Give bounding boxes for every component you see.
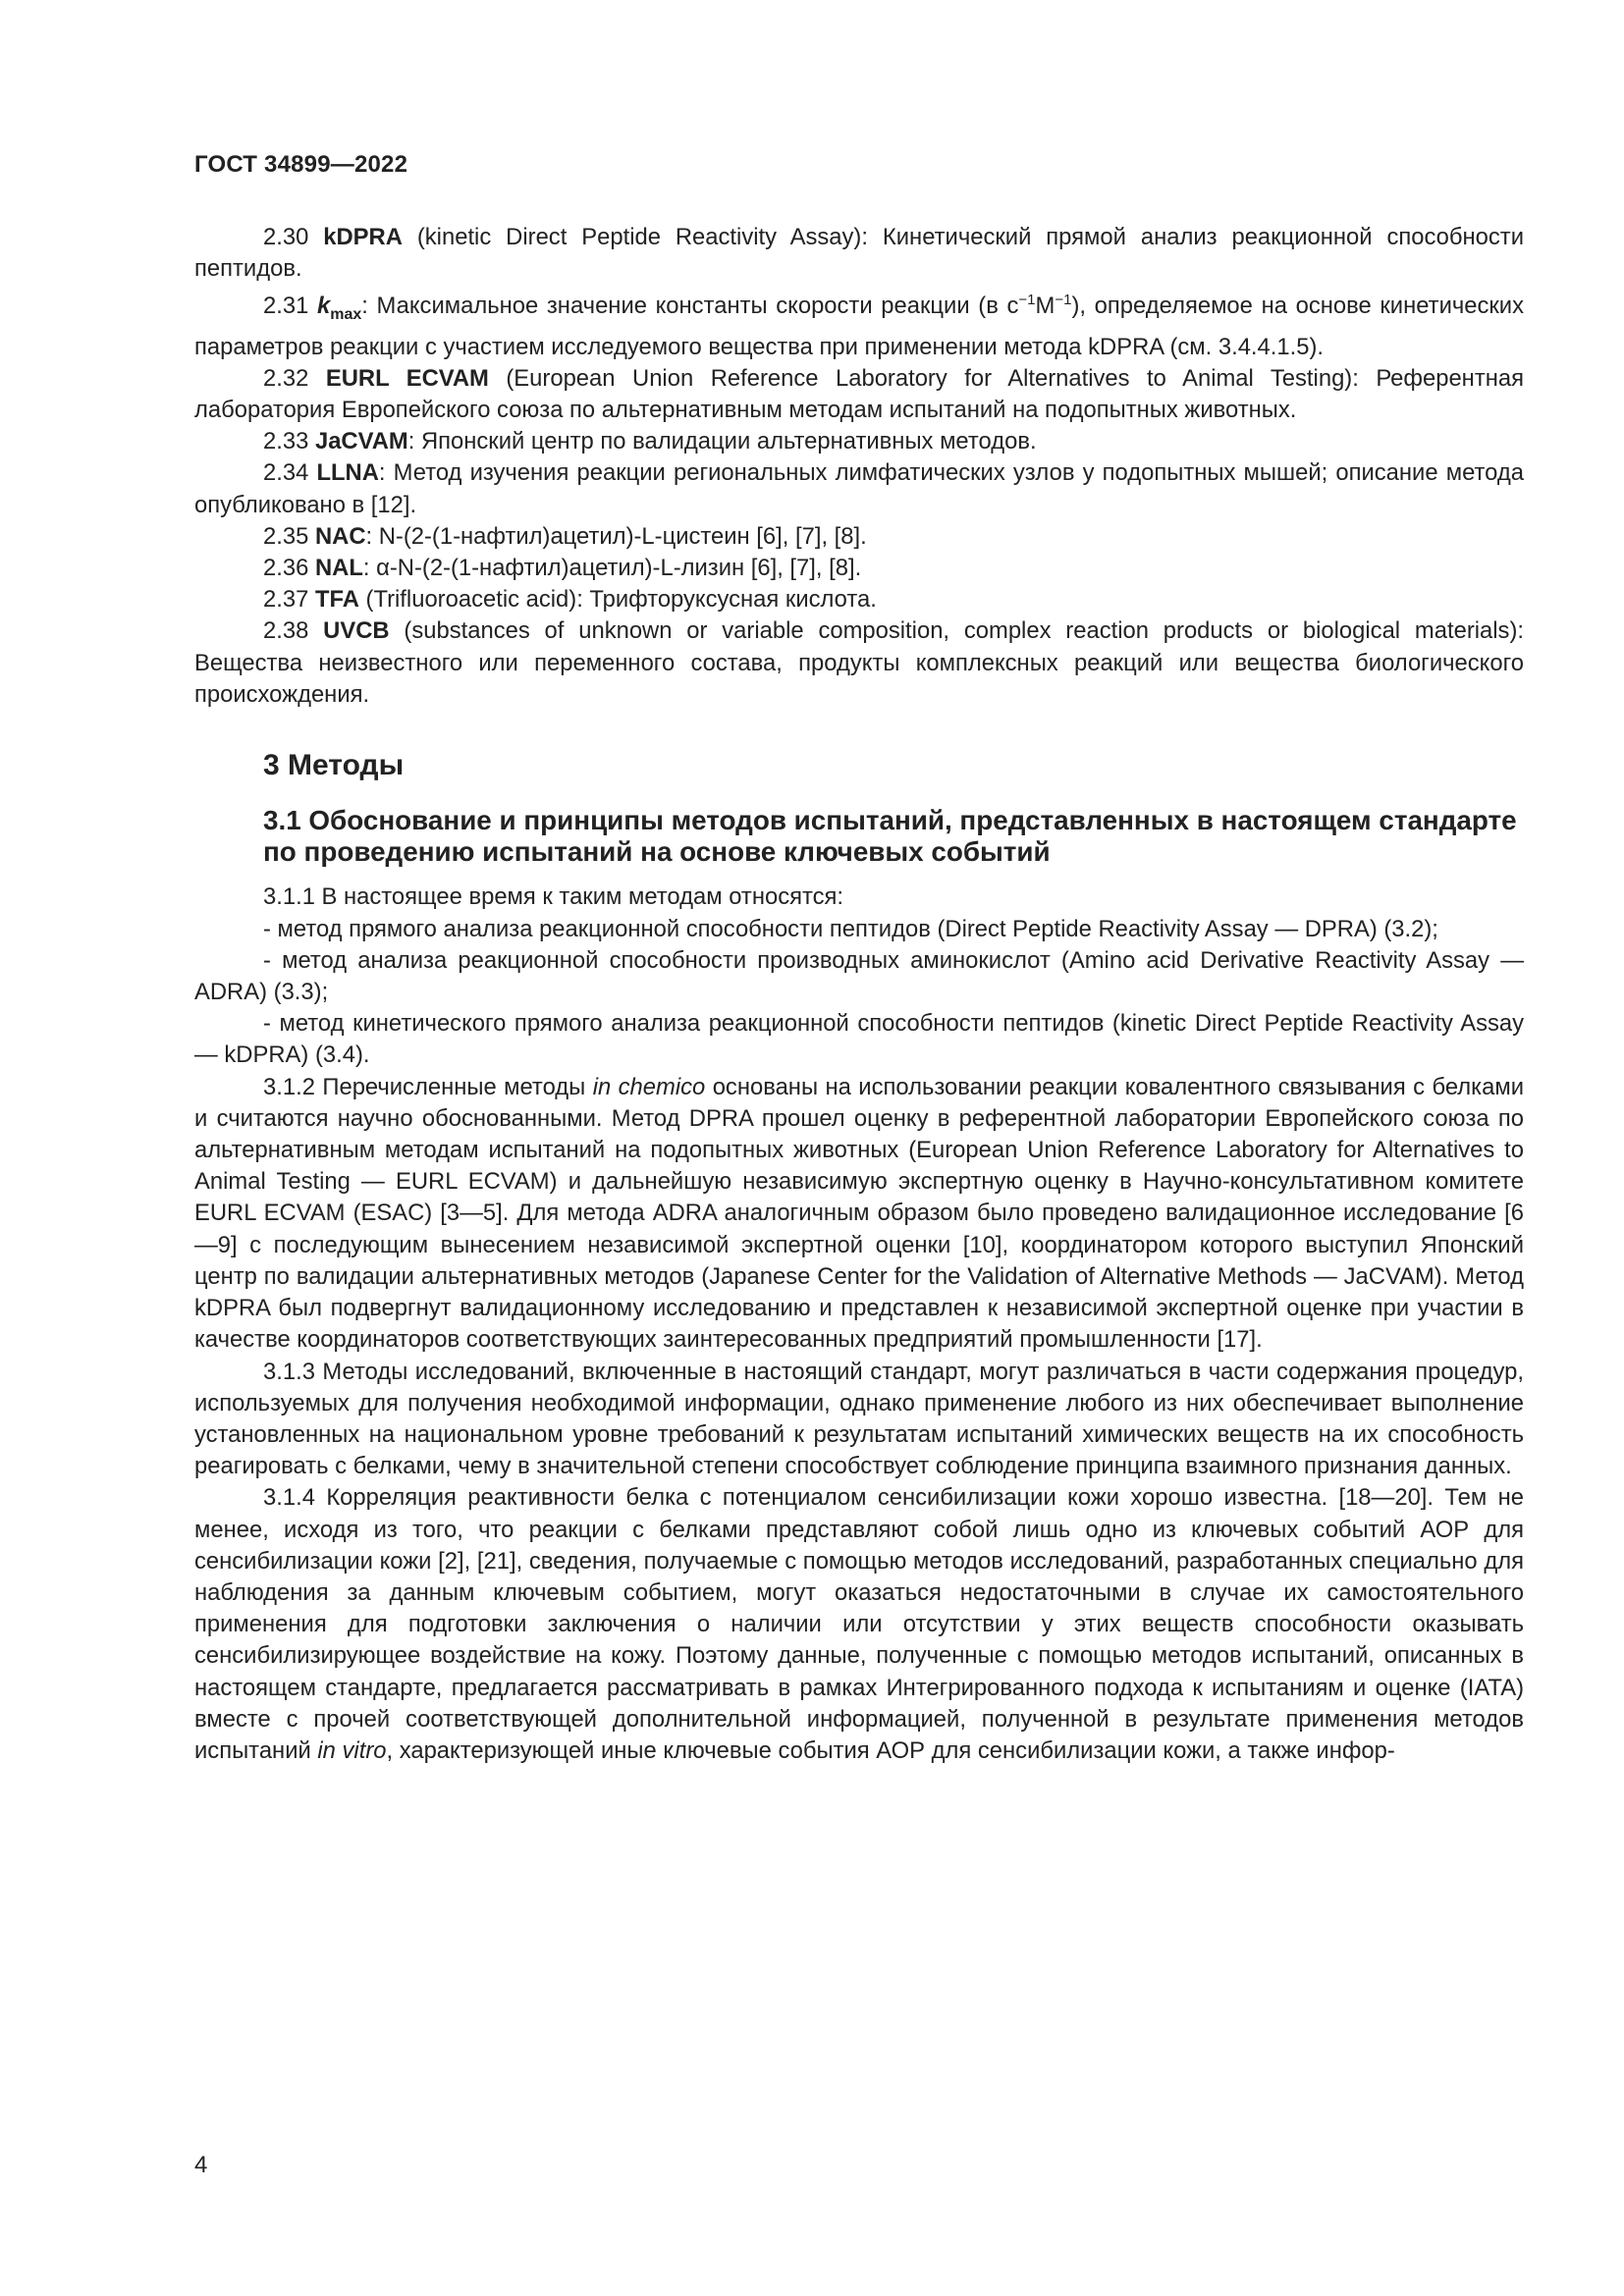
definition-2-30 bbox=[194, 222, 1524, 285]
italic-term: in vitro bbox=[317, 1736, 387, 1764]
definition-term: LLNA bbox=[316, 459, 379, 487]
section-heading: 3 Методы bbox=[263, 749, 405, 782]
document-header: ГОСТ 34899—2022 bbox=[194, 151, 408, 178]
definition-number: 2.37 bbox=[263, 586, 309, 614]
definition-text: (European Union Reference Laboratory for Alternatives to Animal Testing): Референтная лаборатория Европейского союза по альтернативным методам испытаний на подопытных животных. bbox=[194, 364, 1524, 424]
definition-term: kDPRA bbox=[323, 224, 403, 250]
paragraph-text: 3.1.4 Корреляция реактивности белка с потенциалом сенсибилизации кожи хорошо известна. [18—20]. Тем не менее, исходя из того, что реакции с белками представляют собой лишь одно из ключевых событий АОР для сенсибилизации кожи [2], [21], сведения, получаемые с помощью методов исследований, разработанных специально для наблюдения за данным ключевым событием, могут оказаться недостаточными в случае их самостоятельного применения для подготовки заключения о наличии или отсутствии у этих веществ способности оказывать сенсибилизирующее воздействие на кожу. Поэтому данные, полученные с помощью методов испытаний, описанных в настоящем стандарте, предлагается рассматривать в рамках Интегрированного подхода к испытаниям и оценке (IATA) вместе с прочей соответствующей дополнительной информацией, полученной в результате применения методов испытаний bbox=[194, 1484, 1524, 1764]
definition-term-subscript: max bbox=[330, 306, 362, 324]
definition-2-33 bbox=[194, 426, 1524, 457]
document-body bbox=[194, 222, 1524, 1767]
page-number: 4 bbox=[194, 2152, 208, 2178]
subsection-heading: 3.1 Обоснование и принципы методов испытаний, представленных в настоящем стандарте по проведению испытаний на основе ключевых событий bbox=[263, 805, 1517, 868]
definition-term: UVCB bbox=[323, 617, 390, 645]
paragraph-text: основаны на использовании реакции ковалентного связывания с белками и считаются научно обоснованными. Метод DPRA прошел оценку в референтной лаборатории Европейского союза по альтернативным методам испытаний на подопытных животных (European Union Reference Laboratory for Alternatives to Animal Testing — EURL ECVAM) и дальнейшую независимую экспертную оценку в Научно-консультативном комитете EURL ECVAM (ESAC) [3—5]. Для метода ADRA аналогичным образом было проведено валидационное исследование [6—9] с последующим вынесением независимой экспертной оценки [10], координатором которого выступил Японский центр по валидации альтернативных методов (Japanese Center for the Validation of Alternative Methods — JaCVAM). Метод kDPRA был подвергнут валидационному исследованию и представлен к независимой экспертной оценке при участии в качестве координаторов соответствующих заинтересованных предприятий промышленности [17]. bbox=[194, 1073, 1524, 1354]
definition-text: (kinetic Direct Peptide Reactivity Assay): Кинетический прямой анализ реакционной способности пептидов. bbox=[194, 224, 1524, 283]
definition-text: : Максимальное значение константы скорости реакции (в с bbox=[361, 293, 1019, 320]
paragraph-3-1-4 bbox=[194, 1482, 1524, 1767]
italic-term: in chemico bbox=[592, 1073, 706, 1100]
definition-text: : Метод изучения реакции региональных лимфатических узлов у подопытных мышей; описание метода опубликовано в [12]. bbox=[194, 459, 1524, 518]
definition-number: 2.33 bbox=[263, 428, 309, 455]
definition-text: : Японский центр по валидации альтернативных методов. bbox=[407, 428, 1037, 455]
definition-term: NAL bbox=[314, 555, 363, 582]
paragraph-3-1-2 bbox=[194, 1072, 1524, 1357]
definition-text: : α-N-(2-(1-нафтил)ацетил)-L-лизин [6], [7], [8]. bbox=[362, 555, 862, 582]
definition-2-36 bbox=[194, 553, 1524, 584]
definition-term: EURL ECVAM bbox=[325, 364, 489, 392]
definition-text: (substances of unknown or variable composition, complex reaction products or biological materials): Вещества неизвестного или переменного состава, продукты комплексных реакций или вещества биологического происхождения. bbox=[194, 617, 1524, 708]
definition-number: 2.31 bbox=[263, 293, 309, 320]
superscript: −1 bbox=[1055, 292, 1072, 309]
definition-2-31 bbox=[194, 285, 1524, 362]
definition-term: TFA bbox=[314, 586, 359, 614]
list-item: - метод прямого анализа реакционной способности пептидов (Direct Peptide Reactivity Assay — DPRA) (3.2); bbox=[263, 915, 1438, 942]
definition-text: : N-(2-(1-нафтил)ацетил)-L-цистеин [6], [7], [8]. bbox=[365, 522, 867, 550]
definition-2-32 bbox=[194, 363, 1524, 426]
list-item: - метод кинетического прямого анализа реакционной способности пептидов (kinetic Direct Peptide Reactivity Assay — kDPRA) (3.4). bbox=[194, 1010, 1524, 1069]
definition-2-34 bbox=[194, 457, 1524, 520]
definition-2-38 bbox=[194, 615, 1524, 711]
definition-term: JaCVAM bbox=[314, 428, 408, 455]
definition-2-35 bbox=[194, 521, 1524, 553]
paragraph-3-1-3: 3.1.3 Методы исследований, включенные в настоящий стандарт, могут различаться в части содержания процедур, используемых для получения необходимой информации, однако применение любого из них обеспечивает выполнение установленных на национальном уровне требований к результатам испытаний химических веществ на их способность реагировать с белками, чему в значительной степени способствует соблюдение принципа взаимного признания данных. bbox=[194, 1358, 1524, 1480]
definition-term: NAC bbox=[314, 522, 366, 550]
paragraph-text: , характеризующей иные ключевые события АОР для сенсибилизации кожи, а также инфор- bbox=[386, 1736, 1395, 1764]
definition-2-37 bbox=[194, 584, 1524, 615]
list-item: - метод анализа реакционной способности производных аминокислот (Amino acid Derivative Reactivity Assay — ADRA) (3.3); bbox=[194, 946, 1524, 1006]
definition-number: 2.32 bbox=[263, 364, 309, 392]
definition-number: 2.30 bbox=[263, 224, 309, 250]
definition-text: ), определяемое на основе кинетических параметров реакции с участием исследуемого вещества при применении метода kDPRA (см. 3.4.4.1.5). bbox=[194, 293, 1524, 360]
definition-number: 2.35 bbox=[263, 522, 309, 550]
definition-number: 2.36 bbox=[263, 555, 309, 582]
definition-term: k bbox=[317, 293, 331, 320]
superscript: −1 bbox=[1018, 292, 1036, 309]
definition-text: (Trifluoroacetic acid): Трифторуксусная кислота. bbox=[358, 586, 877, 614]
definition-text: М bbox=[1035, 293, 1056, 320]
paragraph-text: 3.1.2 Перечисленные методы bbox=[263, 1073, 593, 1100]
definition-number: 2.34 bbox=[263, 459, 309, 487]
paragraph-3-1-1: 3.1.1 В настоящее время к таким методам относятся: bbox=[263, 883, 844, 911]
definition-number: 2.38 bbox=[263, 617, 309, 645]
